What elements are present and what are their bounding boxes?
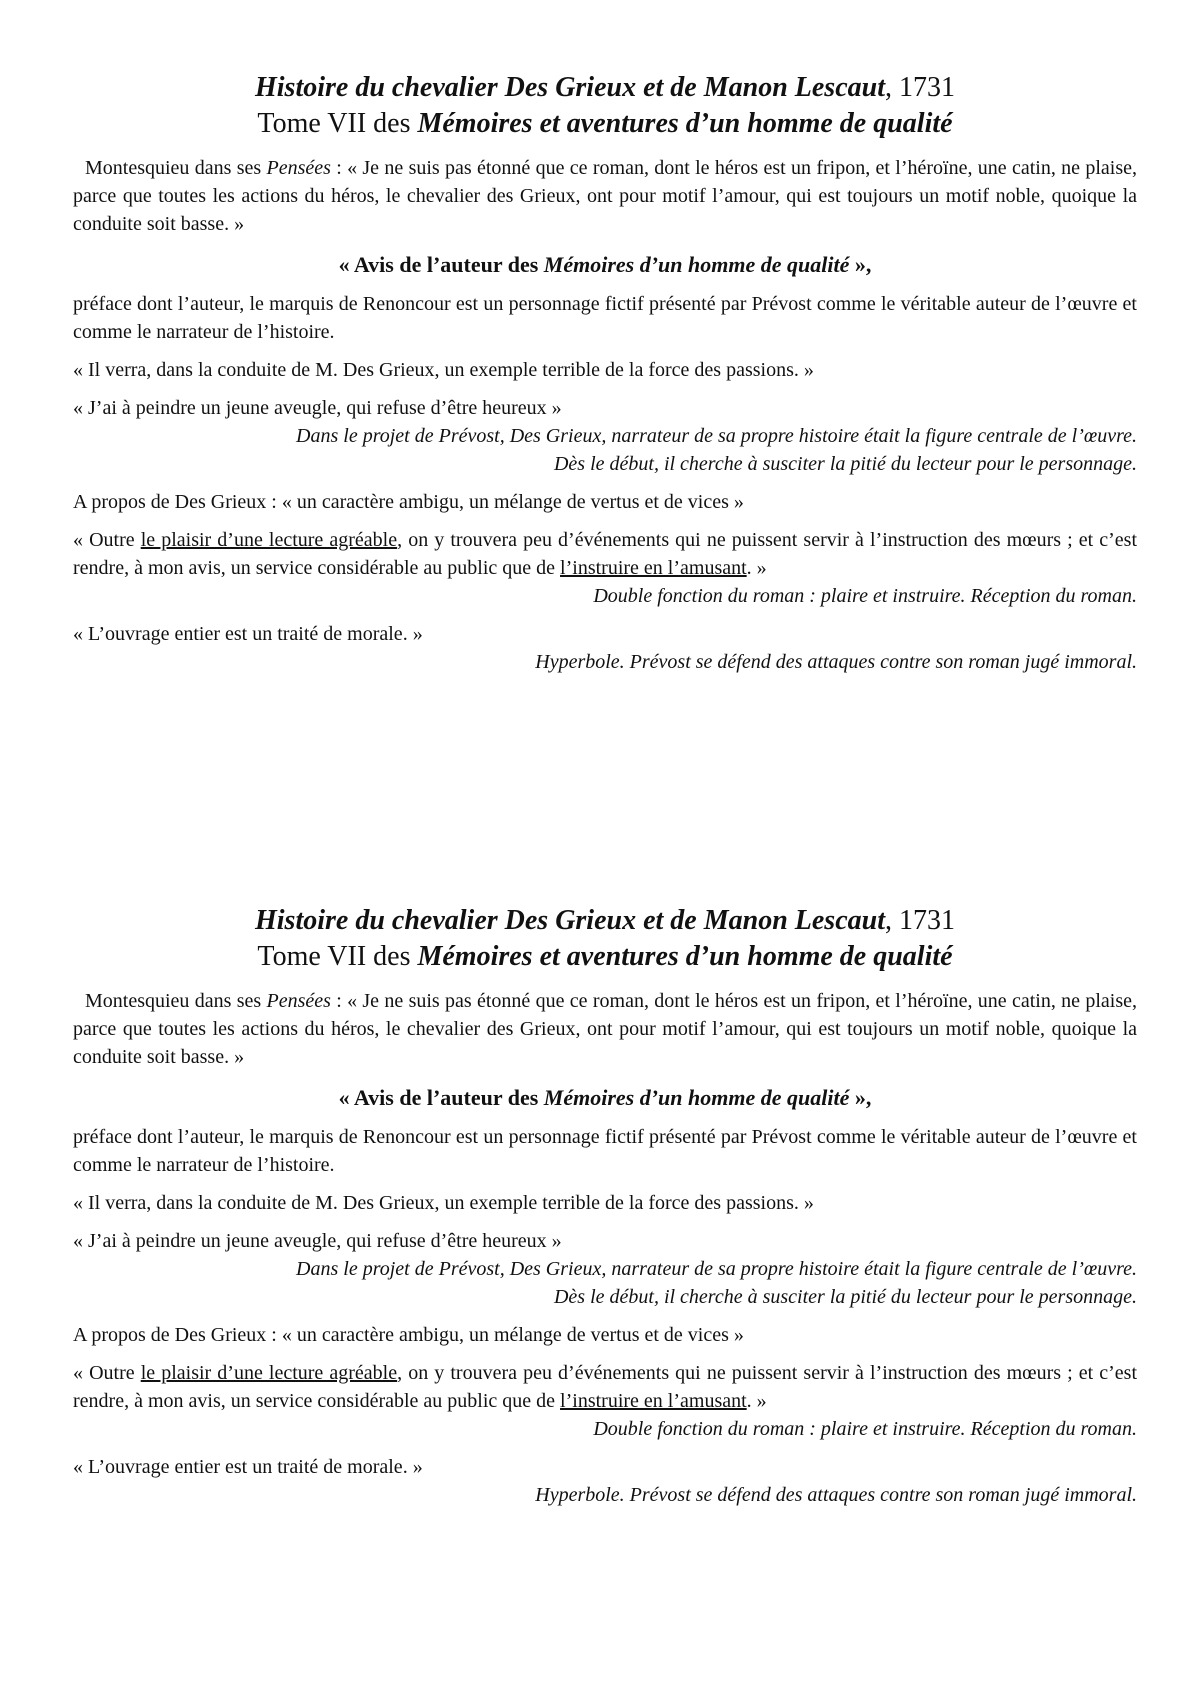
quote-ambigu: A propos de Des Grieux : « un caractère ambigu, un mélange de vertus et de vices » — [73, 491, 744, 513]
title-year: , 1731 — [884, 72, 955, 103]
avis-work: Mémoires d’un homme de qualité — [543, 252, 850, 277]
montesquieu-paragraph — [73, 987, 1137, 1071]
quote-outre — [73, 526, 1137, 582]
montesquieu-work: Pensées — [266, 157, 331, 179]
title-year: , 1731 — [884, 905, 955, 936]
outre-end: . » — [746, 557, 767, 579]
avis-heading — [73, 250, 1137, 280]
outre-underline-2: l’instruire en l’amusant — [560, 557, 747, 579]
outre-underline-1: le plaisir d’une lecture agréable — [140, 1362, 398, 1384]
subtitle-work: Mémoires et aventures d’un homme de qualité — [417, 941, 953, 972]
quote-peindre: « J’ai à peindre un jeune aveugle, qui refuse d’être heureux » — [73, 397, 562, 419]
quote-morale: « L’ouvrage entier est un traité de morale. » — [73, 623, 423, 645]
preface-paragraph: préface dont l’auteur, le marquis de Renoncour est un personnage fictif présenté par Prévost comme le véritable auteur de l’œuvre et comme le narrateur de l’histoire. — [73, 293, 1137, 343]
note-fonction: Double fonction du roman : plaire et instruire. Réception du roman. — [593, 1418, 1137, 1440]
outre-start: « Outre — [73, 1362, 141, 1384]
quote-verra: « Il verra, dans la conduite de M. Des Grieux, un exemple terrible de la force des passions. » — [73, 1192, 814, 1214]
montesquieu-prefix: Montesquieu dans ses — [85, 990, 267, 1012]
title-work: Histoire du chevalier Des Grieux et de Manon Lescaut — [255, 905, 885, 936]
quote-outre — [73, 1359, 1137, 1415]
document-title — [73, 70, 1137, 106]
montesquieu-quote: : « Je ne suis pas étonné que ce roman, dont le héros est un fripon, et l’héroïne, une catin, ne plaise, parce que toutes les actions du héros, le chevalier des Grieux, ont pour motif l’amour, qui est toujours un motif noble, quoique la conduite soit basse. » — [73, 157, 1137, 235]
note-projet-2: Dès le début, il cherche à susciter la pitié du lecteur pour le personnage. — [553, 453, 1137, 475]
handout-copy-2 — [73, 903, 1137, 1509]
subtitle-prefix: Tome VII des — [257, 108, 418, 139]
montesquieu-prefix: Montesquieu dans ses — [85, 157, 267, 179]
montesquieu-work: Pensées — [266, 990, 331, 1012]
subtitle-prefix: Tome VII des — [257, 941, 418, 972]
montesquieu-quote: : « Je ne suis pas étonné que ce roman, dont le héros est un fripon, et l’héroïne, une catin, ne plaise, parce que toutes les actions du héros, le chevalier des Grieux, ont pour motif l’amour, qui est toujours un motif noble, quoique la conduite soit basse. » — [73, 990, 1137, 1068]
quote-peindre: « J’ai à peindre un jeune aveugle, qui refuse d’être heureux » — [73, 1230, 562, 1252]
document-subtitle — [73, 106, 1137, 142]
document-subtitle — [73, 939, 1137, 975]
quote-morale: « L’ouvrage entier est un traité de morale. » — [73, 1456, 423, 1478]
montesquieu-paragraph — [73, 154, 1137, 238]
note-projet-1: Dans le projet de Prévost, Des Grieux, narrateur de sa propre histoire était la figure centrale de l’œuvre. — [296, 425, 1137, 447]
preface-paragraph: préface dont l’auteur, le marquis de Renoncour est un personnage fictif présenté par Prévost comme le véritable auteur de l’œuvre et comme le narrateur de l’histoire. — [73, 1126, 1137, 1176]
note-hyperbole: Hyperbole. Prévost se défend des attaques contre son roman jugé immoral. — [535, 651, 1137, 673]
note-projet-2: Dès le début, il cherche à susciter la pitié du lecteur pour le personnage. — [553, 1286, 1137, 1308]
outre-underline-2: l’instruire en l’amusant — [560, 1390, 747, 1412]
title-work: Histoire du chevalier Des Grieux et de Manon Lescaut — [255, 72, 885, 103]
outre-underline-1: le plaisir d’une lecture agréable — [140, 529, 398, 551]
outre-middle: , on y trouvera peu d’événements qui ne puissent servir à l’instruction des mœurs ; et c’est rendre, à mon avis, un service considérable au public que de — [73, 1362, 1137, 1412]
note-projet-1: Dans le projet de Prévost, Des Grieux, narrateur de sa propre histoire était la figure centrale de l’œuvre. — [296, 1258, 1137, 1280]
avis-open: « Avis de l’auteur des — [338, 1085, 544, 1110]
outre-middle: , on y trouvera peu d’événements qui ne puissent servir à l’instruction des mœurs ; et c’est rendre, à mon avis, un service considérable au public que de — [73, 529, 1137, 579]
note-fonction: Double fonction du roman : plaire et instruire. Réception du roman. — [593, 585, 1137, 607]
avis-open: « Avis de l’auteur des — [338, 252, 544, 277]
note-hyperbole: Hyperbole. Prévost se défend des attaques contre son roman jugé immoral. — [535, 1484, 1137, 1506]
avis-close: », — [849, 252, 872, 277]
document-title — [73, 903, 1137, 939]
avis-heading — [73, 1083, 1137, 1113]
subtitle-work: Mémoires et aventures d’un homme de qualité — [417, 108, 953, 139]
handout-copy-1 — [73, 70, 1137, 676]
avis-work: Mémoires d’un homme de qualité — [543, 1085, 850, 1110]
quote-ambigu: A propos de Des Grieux : « un caractère ambigu, un mélange de vertus et de vices » — [73, 1324, 744, 1346]
outre-end: . » — [746, 1390, 767, 1412]
avis-close: », — [849, 1085, 872, 1110]
quote-verra: « Il verra, dans la conduite de M. Des Grieux, un exemple terrible de la force des passions. » — [73, 359, 814, 381]
outre-start: « Outre — [73, 529, 141, 551]
